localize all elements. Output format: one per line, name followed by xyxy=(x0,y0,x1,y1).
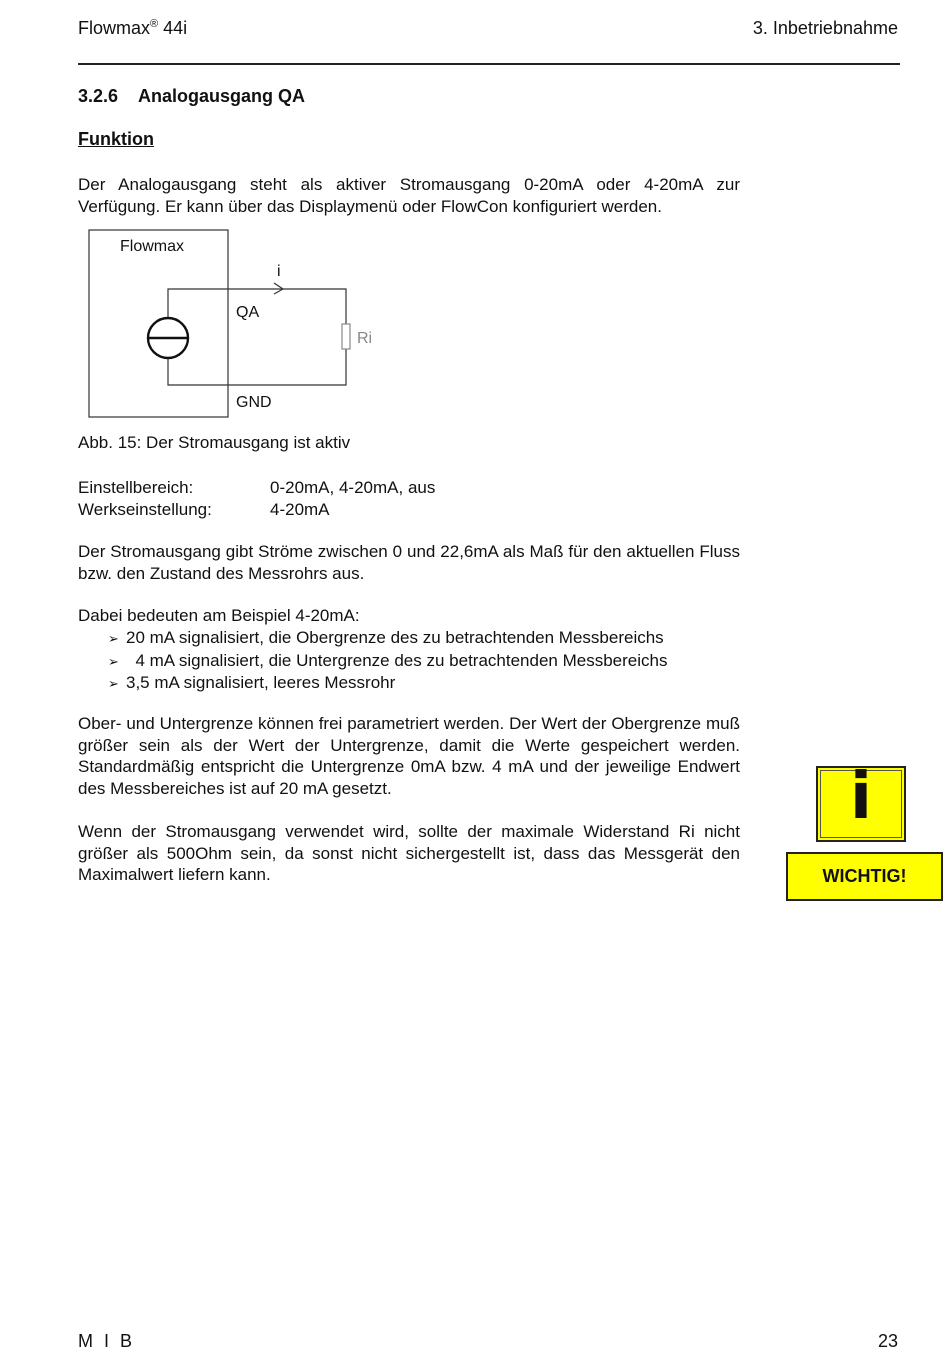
section-number: 3.2.6 xyxy=(78,86,119,106)
section-heading: Analogausgang QA xyxy=(138,86,306,106)
bullet-list xyxy=(108,627,667,695)
setting-label: Einstellbereich: xyxy=(78,478,194,497)
section-title xyxy=(78,86,305,107)
header-divider xyxy=(78,63,900,65)
info-icon xyxy=(816,760,906,842)
figure-caption: Abb. 15: Der Stromausgang ist aktiv xyxy=(78,433,351,452)
range-paragraph: Der Stromausgang gibt Ströme zwischen 0 und 22,6mA als Maß für den aktuellen Fluss bzw. den Zustand des Messrohrs aus. xyxy=(78,542,740,583)
header-product xyxy=(78,18,187,39)
example-intro: Dabei bedeuten am Beispiel 4-20mA: xyxy=(78,606,360,625)
setting-row-default xyxy=(78,499,435,521)
ground-label: GND xyxy=(236,394,272,411)
header-chapter: 3. Inbetriebnahme xyxy=(752,18,898,38)
setting-value: 0-20mA, 4-20mA, aus xyxy=(270,478,436,497)
list-item xyxy=(108,672,667,695)
footer-company: M I B xyxy=(78,1331,136,1351)
resistor-symbol xyxy=(342,324,350,349)
ground-wire xyxy=(168,348,346,385)
registered-mark: ® xyxy=(150,18,159,30)
circuit-diagram xyxy=(88,228,388,423)
resistor-label: Ri xyxy=(357,330,373,347)
current-label: i xyxy=(277,263,281,280)
page-number: 23 xyxy=(877,1331,898,1351)
device-label: Flowmax xyxy=(120,238,185,255)
bullet-text: 3,5 mA signalisiert, leeres Messrohr xyxy=(126,673,396,692)
output-label: QA xyxy=(236,304,260,321)
header-product-name: Flowmax xyxy=(78,18,151,38)
setting-row-range xyxy=(78,477,435,499)
bullet-text: 4 mA signalisiert, die Untergrenze des zu betrachtenden Messbereichs xyxy=(126,650,668,670)
intro-paragraph: Der Analogausgang steht als aktiver Stromausgang 0-20mA oder 4-20mA zur Verfügung. Er kann über das Displaymenü oder FlowCon konfiguriert werden. xyxy=(78,175,740,216)
info-glyph: i xyxy=(850,760,872,834)
arrow-bullet-icon: ➢ xyxy=(108,631,119,646)
arrow-bullet-icon: ➢ xyxy=(108,676,119,691)
header-model: 44i xyxy=(158,18,188,38)
setting-value: 4-20mA xyxy=(270,499,330,519)
settings-table xyxy=(78,477,435,520)
list-item xyxy=(108,627,667,650)
important-notice-badge: WICHTIG! xyxy=(786,852,943,901)
arrow-bullet-icon: ➢ xyxy=(108,653,119,669)
resistance-paragraph: Wenn der Stromausgang verwendet wird, sollte der maximale Widerstand Ri nicht größer als 500Ohm sein, da sonst nicht sichergestellt ist, dass das Messgerät den Maximalwert liefern kann. xyxy=(78,822,740,884)
subheading-funktion: Funktion xyxy=(78,129,154,149)
bullet-text: 20 mA signalisiert, die Obergrenze des zu betrachtenden Messbereichs xyxy=(126,628,664,647)
list-item xyxy=(108,650,667,673)
setting-label: Werkseinstellung: xyxy=(78,499,212,519)
limits-paragraph: Ober- und Untergrenze können frei parametriert werden. Der Wert der Obergrenze muß größer sein als der Wert der Untergrenze, damit die Werte gespeichert werden. Standardmäßig entspricht die Untergrenze 0mA bzw. 4 mA und der jeweilige Endwert des Messbereiches ist auf 20 mA gesetzt. xyxy=(78,714,740,798)
